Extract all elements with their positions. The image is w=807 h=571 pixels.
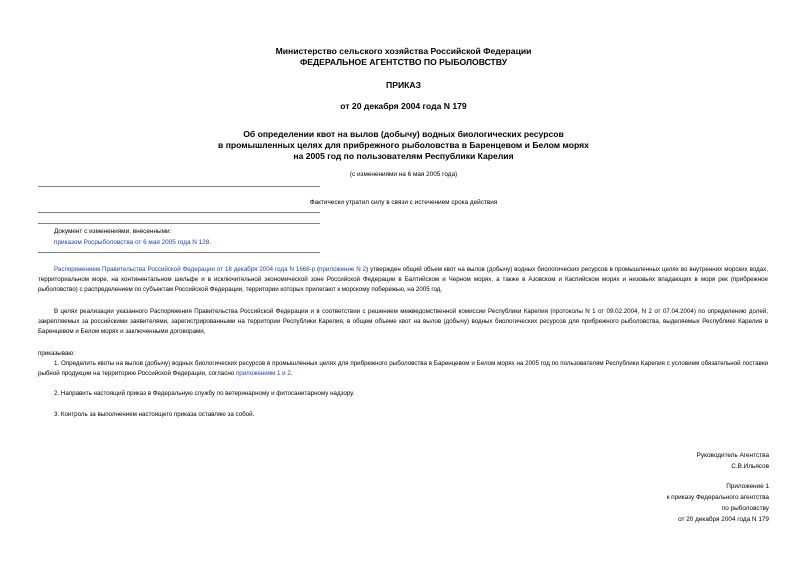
appendix-line: от 20 декабря 2004 года N 179 [678,516,769,523]
document-type: ПРИКАЗ [386,80,421,90]
title-line-1: Об определении квот на вылов (добычу) водных биологических ресурсов [243,129,564,139]
ministry-heading: Министерство сельского хозяйства Российской Федерации [275,46,532,56]
amendment-link[interactable]: приказом Росрыболовства от 6 мая 2005 года N 128. [54,239,212,246]
appendix-line: по рыболовству [721,505,769,512]
order-item-3: 3. Контроль за выполнением настоящего приказа оставляю за собой. [54,411,255,418]
paragraph-1: Распоряжением Правительства Российской Федерации от 18 декабря 2004 года N 1668-р (приложение N 2) утвержден общий объем квот на вылов (добычу) водных биологических ресурсов в промышленных целях во внутренних морских водах, территориальном море, на континентальном шельфе и в исключительной экономической зоне Российской Федерации в Балтийском и Черном морях, а также в Азовском и Каспийском морях и низовьях впадающих в моря рек (прибрежное рыболовство) с распределением по субъектам Российской Федерации, территории которых прилегают к морскому побережью, на 2005 год. [38,266,768,293]
changes-note: (с изменениями на 6 мая 2005 года) [349,171,458,178]
appendix-header [667,481,769,525]
divider [38,212,320,213]
signatory-name: С.В.Ильясов [731,463,769,470]
status-note: Фактически утратил силу в связи с истечением срока действия [309,199,498,206]
appendices-link[interactable]: приложениям 1 и 2 [235,370,291,377]
government-order-link[interactable]: Распоряжением Правительства Российской Федерации от 18 декабря 2004 года N 1668-р [54,266,316,273]
order-word: приказываю: [38,350,75,357]
document-date: от 20 декабря 2004 года N 179 [340,101,467,111]
amendment-label: Документ с изменениями, внесенными: [54,228,172,235]
signatory-position: Руководитель Агентства [696,452,769,459]
title-line-2: в промышленных целях для прибрежного рыболовства в Баренцевом и Белом морях [218,140,589,150]
title-line-3: на 2005 год по пользователям Республики Карелия [293,151,514,161]
order-item-1: 1. Определить квоты на вылов (добычу) водных биологических ресурсов в промышленных целях для прибрежного рыболовства в Баренцевом и Белом морях на 2005 год по пользователям Республики Карелия с условием обязательной поставки рыбной продукции на территорию Российской Федерации, согласно приложениям 1 и 2. [38,360,768,377]
appendix-2-link[interactable]: приложение N 2 [319,266,367,273]
signature-block [697,450,769,472]
appendix-title: Приложение 1 [726,483,769,490]
appendix-line: к приказу Федерального агентства [666,494,769,501]
agency-heading: ФЕДЕРАЛЬНОЕ АГЕНТСТВО ПО РЫБОЛОВСТВУ [299,57,508,67]
divider [38,223,320,224]
divider [38,252,320,253]
order-item-2: 2. Направить настоящий приказ в Федеральную службу по ветеринарному и фитосанитарному надзору. [54,390,355,397]
divider [38,186,320,187]
amendment-box [54,226,211,248]
paragraph-2: В целях реализации указанного Распоряжения Правительства Российской Федерации и в соответствии с решением межведомственной комиссии Республики Карелия (протоколы N 1 от 09.02.2004, N 2 от 07.04.2004) по определению долей, закрепляемых за российскими заявителями, зарегистрированными на территории Республики Карелия, в общем объеме квот на вылов (добычу) водных биологических ресурсов для прибрежного рыболовства, выделяемых Республике Карелия в Баренцевом и Белом морях и заключенными договорами, [38,308,768,335]
